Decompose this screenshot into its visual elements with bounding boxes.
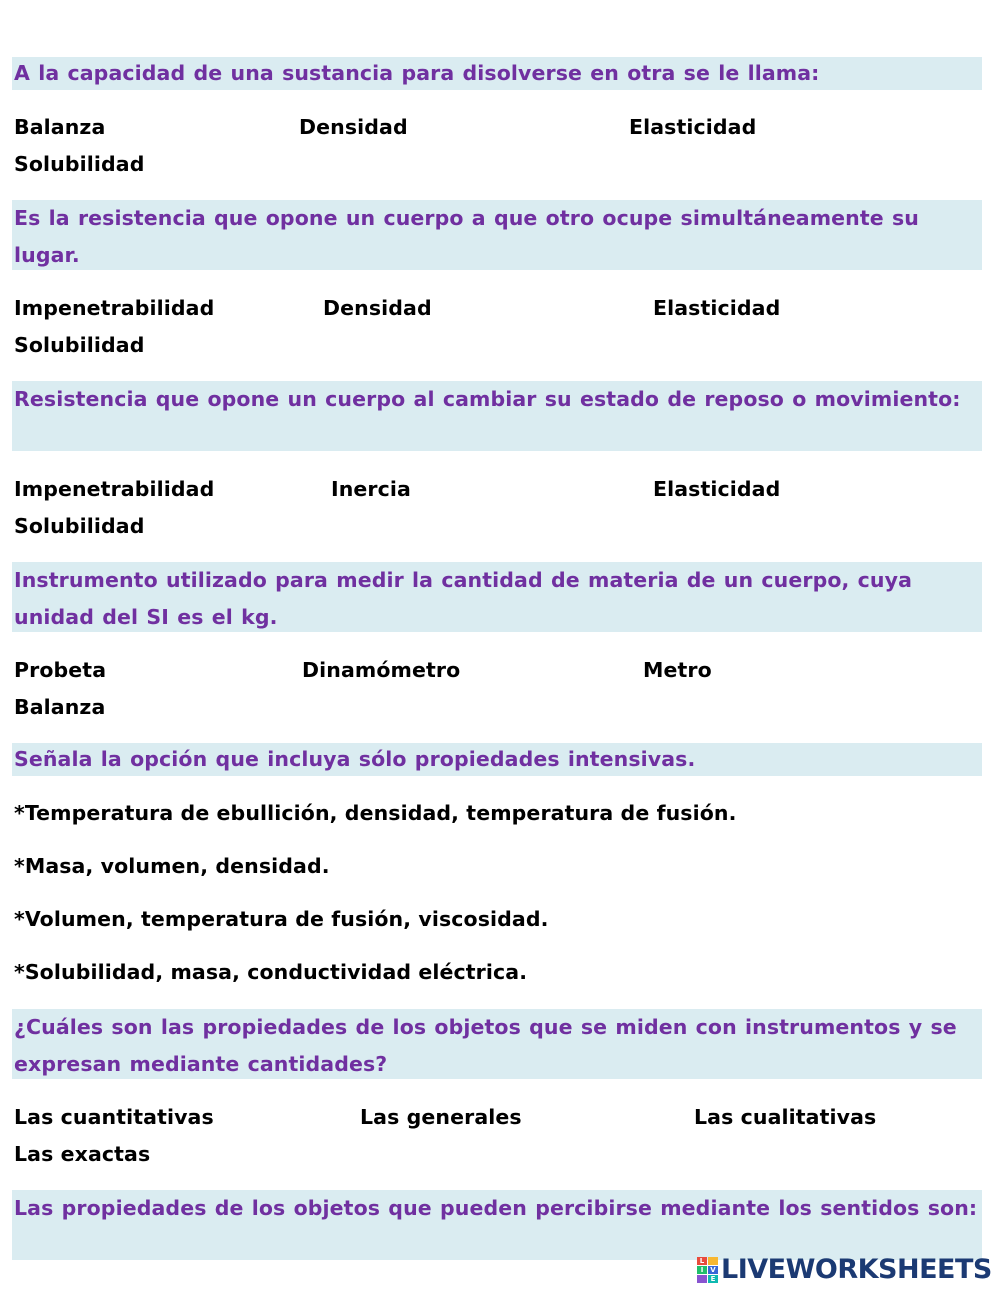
q6-option-2[interactable]: Las generales	[360, 1105, 522, 1129]
logo-letter: E	[708, 1275, 718, 1283]
logo-letter	[708, 1257, 718, 1265]
q1-option-3[interactable]: Elasticidad	[629, 115, 757, 139]
question-7: Las propiedades de los objetos que pueden percibirse mediante los sentidos son:	[12, 1190, 982, 1260]
q5-option-4[interactable]: *Solubilidad, masa, conductividad eléctrica.	[14, 960, 528, 984]
q3-option-3[interactable]: Elasticidad	[653, 477, 781, 501]
q4-option-3[interactable]: Metro	[643, 658, 712, 682]
logo-letter	[697, 1275, 707, 1283]
q6-option-3[interactable]: Las cualitativas	[694, 1105, 877, 1129]
question-1: A la capacidad de una sustancia para disolverse en otra se le llama:	[12, 57, 982, 90]
q5-option-3[interactable]: *Volumen, temperatura de fusión, viscosidad.	[14, 907, 549, 931]
question-5: Señala la opción que incluya sólo propiedades intensivas.	[12, 743, 982, 776]
question-2: Es la resistencia que opone un cuerpo a que otro ocupe simultáneamente su lugar.	[12, 200, 982, 270]
q2-option-1[interactable]: Impenetrabilidad	[14, 296, 215, 320]
q6-option-4[interactable]: Las exactas	[14, 1142, 151, 1166]
q3-option-4[interactable]: Solubilidad	[14, 514, 145, 538]
q2-option-3[interactable]: Elasticidad	[653, 296, 781, 320]
question-3: Resistencia que opone un cuerpo al cambiar su estado de reposo o movimiento:	[12, 381, 982, 451]
logo-letter: I	[697, 1266, 707, 1274]
logo-text: LIVEWORKSHEETS	[721, 1254, 992, 1285]
logo-letter: V	[708, 1266, 718, 1274]
q4-option-1[interactable]: Probeta	[14, 658, 107, 682]
q1-option-4[interactable]: Solubilidad	[14, 152, 145, 176]
logo-letter: L	[697, 1257, 707, 1265]
q2-option-2[interactable]: Densidad	[323, 296, 432, 320]
liveworksheets-logo	[697, 1255, 992, 1285]
logo-mark-icon	[697, 1257, 718, 1283]
q3-option-1[interactable]: Impenetrabilidad	[14, 477, 215, 501]
q4-option-4[interactable]: Balanza	[14, 695, 106, 719]
q2-option-4[interactable]: Solubilidad	[14, 333, 145, 357]
q4-option-2[interactable]: Dinamómetro	[302, 658, 461, 682]
q1-option-2[interactable]: Densidad	[299, 115, 408, 139]
question-4: Instrumento utilizado para medir la cantidad de materia de un cuerpo, cuya unidad del SI es el kg.	[12, 562, 982, 632]
q1-option-1[interactable]: Balanza	[14, 115, 106, 139]
q6-option-1[interactable]: Las cuantitativas	[14, 1105, 214, 1129]
question-6: ¿Cuáles son las propiedades de los objetos que se miden con instrumentos y se expresan mediante cantidades?	[12, 1009, 982, 1079]
q3-option-2[interactable]: Inercia	[331, 477, 411, 501]
q5-option-1[interactable]: *Temperatura de ebullición, densidad, temperatura de fusión.	[14, 801, 737, 825]
q5-option-2[interactable]: *Masa, volumen, densidad.	[14, 854, 330, 878]
